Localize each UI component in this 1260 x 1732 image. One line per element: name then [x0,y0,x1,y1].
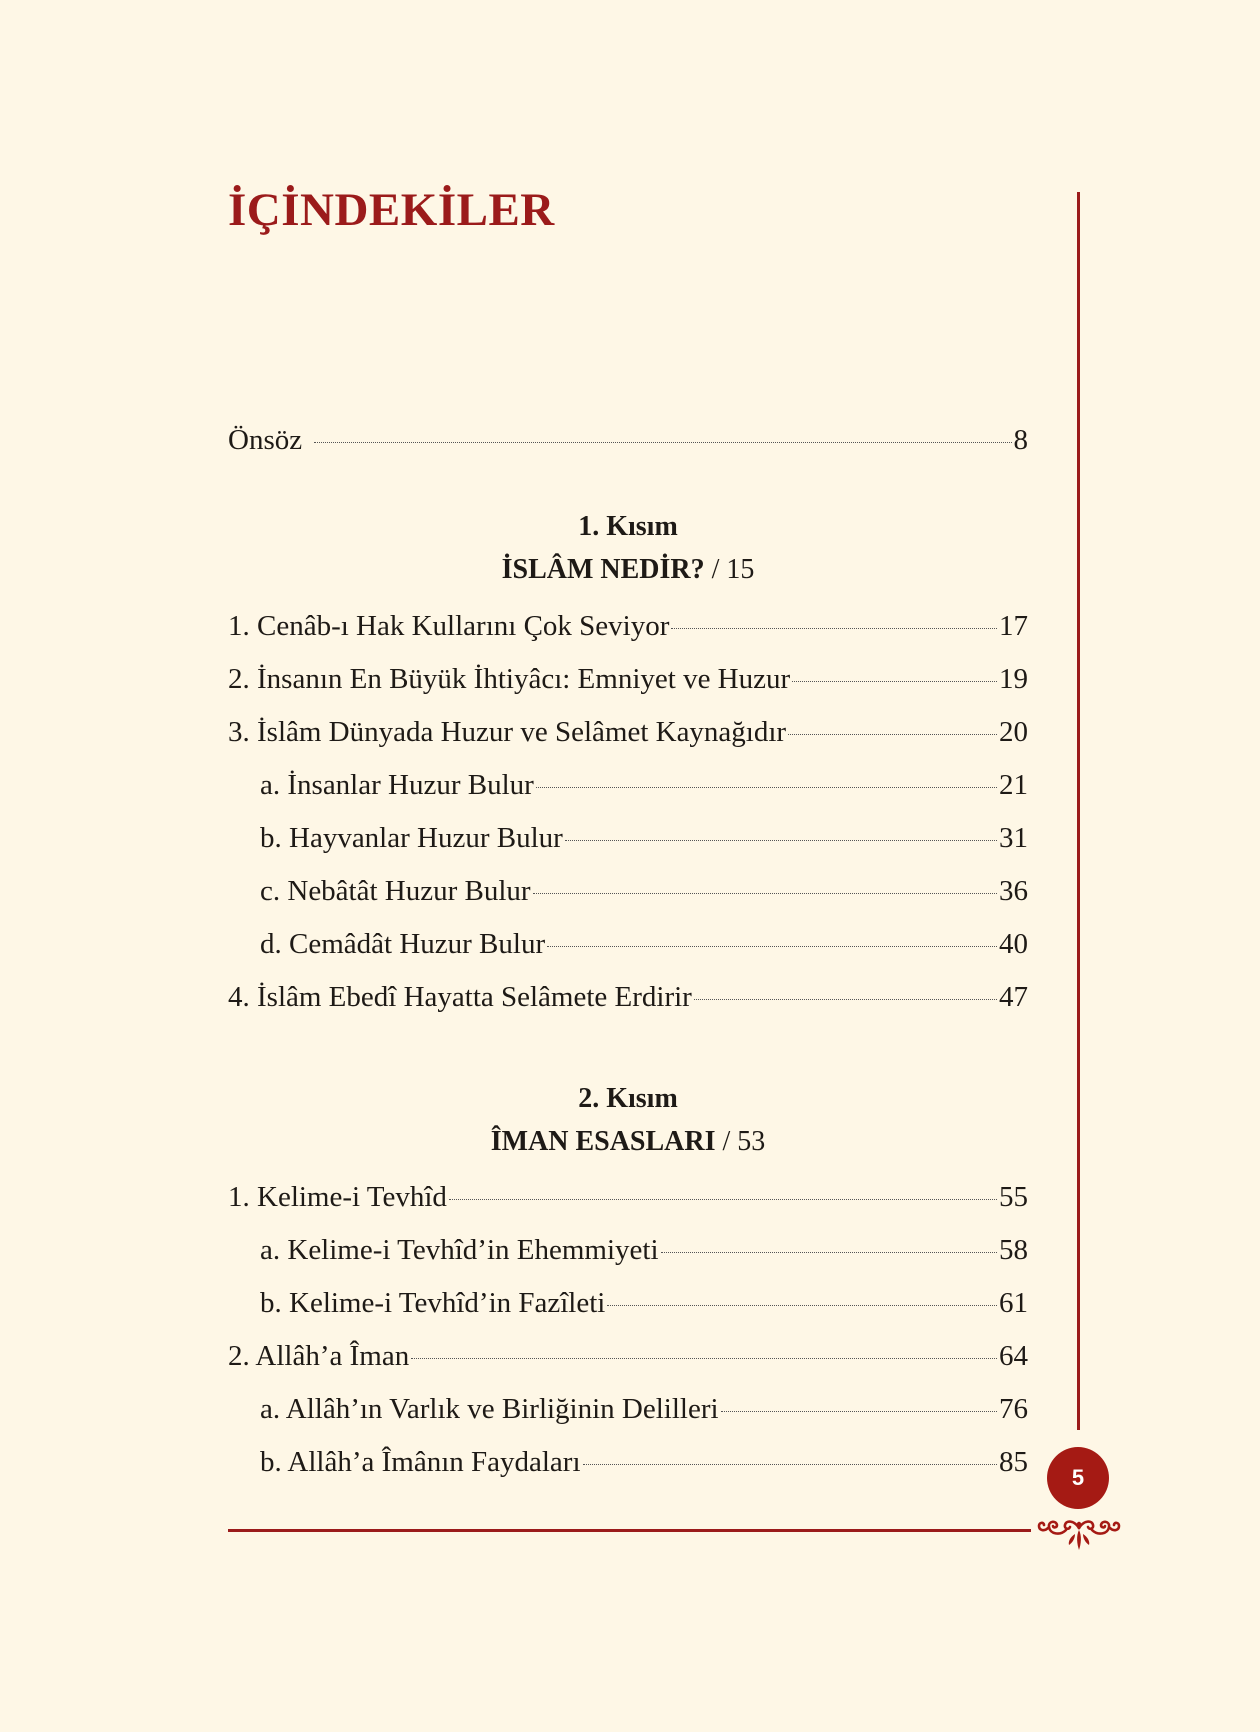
toc-entry[interactable] [228,606,1028,646]
toc-entry-page: 8 [1013,424,1028,456]
dot-leader [671,627,997,629]
toc-entry-page: 31 [999,822,1028,854]
toc-entry-page: 36 [999,875,1028,907]
toc-subentry[interactable] [260,1389,1028,1429]
bottom-rule [228,1529,1031,1532]
toc-entry[interactable] [228,1177,1028,1217]
toc-entry-page: 55 [999,1181,1028,1213]
toc-entry-label: c. Nebâtât Huzur Bulur [260,875,531,907]
toc-subentry[interactable] [260,924,1028,964]
toc-entry-page: 58 [999,1234,1028,1266]
toc-entry[interactable] [228,712,1028,752]
right-margin-rule [1077,192,1080,1430]
toc-entry-label: 2. İnsanın En Büyük İhtiyâcı: Emniyet ve Huzur [228,663,791,695]
part-2-kisim [228,1079,1028,1119]
toc-entry-page: 21 [999,769,1028,801]
toc-entry[interactable] [228,1336,1028,1376]
part-page: 53 [737,1126,766,1157]
dot-leader [788,733,997,735]
toc-entry-page: 47 [999,981,1028,1013]
part-label: 2. Kısım [578,1083,678,1114]
toc-entry-page: 64 [999,1340,1028,1372]
toc-entry-label: b. Allâh’a Îmânın Faydaları [260,1446,581,1478]
dot-leader [449,1198,997,1200]
dot-leader [792,680,997,682]
part-2-heading[interactable] [228,1122,1028,1162]
dot-leader [661,1251,998,1253]
toc-entry-page: 40 [999,928,1028,960]
part-1-kisim [228,507,1028,547]
toc-entry-label: 1. Cenâb-ı Hak Kullarını Çok Seviyor [228,610,670,642]
toc-entry-label: 3. İslâm Dünyada Huzur ve Selâmet Kaynağıdır [228,716,787,748]
toc-entry[interactable] [228,659,1028,699]
part-separator: / [715,1126,738,1157]
toc-subentry[interactable] [260,871,1028,911]
dot-leader [694,998,997,1000]
toc-entry-label: 2. Allâh’a Îman [228,1340,410,1372]
part-label: 1. Kısım [578,511,678,542]
toc-entry-label: b. Kelime-i Tevhîd’in Fazîleti [260,1287,606,1319]
page-number: 5 [1071,1465,1085,1490]
toc-subentry[interactable] [260,1442,1028,1482]
toc-entry-label: a. Kelime-i Tevhîd’in Ehemmiyeti [260,1234,659,1266]
toc-entry-page: 85 [999,1446,1028,1478]
part-page: 15 [726,554,755,585]
part-title: İSLÂM NEDİR? [501,554,705,585]
dot-leader [314,441,1011,443]
toc-entry-label: 4. İslâm Ebedî Hayatta Selâmete Erdirir [228,981,692,1013]
dot-leader [533,892,997,894]
page-title: İÇİNDEKİLER [228,184,555,236]
toc-entry-preface[interactable] [228,420,1028,460]
toc-subentry[interactable] [260,818,1028,858]
dot-leader [411,1357,997,1359]
toc-entry-label: a. Allâh’ın Varlık ve Birliğinin Delilleri [260,1393,719,1425]
dot-leader [536,786,997,788]
toc-entry-page: 20 [999,716,1028,748]
toc-subentry[interactable] [260,1230,1028,1270]
toc-subentry[interactable] [260,1283,1028,1323]
dot-leader [547,945,997,947]
toc-entry-page: 17 [999,610,1028,642]
dot-leader [583,1463,997,1465]
part-1-heading[interactable] [228,550,1028,590]
flourish-ornament-icon [1036,1512,1122,1552]
toc-entry-page: 19 [999,663,1028,695]
toc-entry-page: 76 [999,1393,1028,1425]
dot-leader [607,1304,997,1306]
toc-entry-label: d. Cemâdât Huzur Bulur [260,928,546,960]
part-title: ÎMAN ESASLARI [490,1126,716,1157]
dot-leader [565,839,997,841]
toc-entry[interactable] [228,977,1028,1017]
toc-entry-page: 61 [999,1287,1028,1319]
toc-subentry[interactable] [260,765,1028,805]
dot-leader [721,1410,997,1412]
toc-entry-label: 1. Kelime-i Tevhîd [228,1181,447,1213]
page-number-badge [1047,1447,1109,1509]
toc-entry-label: Önsöz [228,424,303,456]
part-separator: / [704,554,727,585]
toc-entry-label: b. Hayvanlar Huzur Bulur [260,822,563,854]
toc-entry-label: a. İnsanlar Huzur Bulur [260,769,534,801]
